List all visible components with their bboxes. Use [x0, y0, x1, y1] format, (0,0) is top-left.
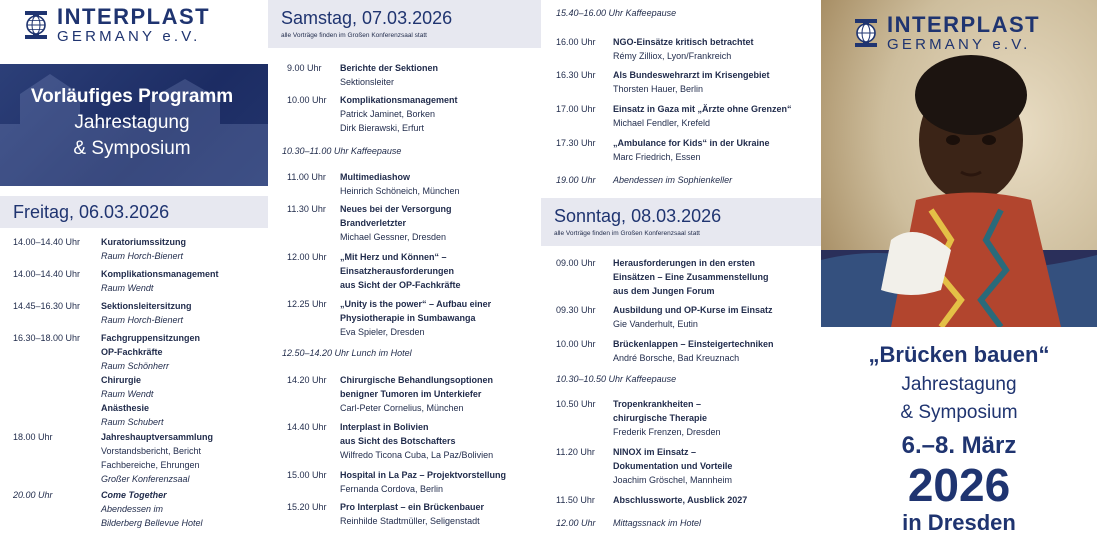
schedule-detail-line: Fernanda Cordova, Berlin: [340, 484, 444, 494]
child-photo: [821, 0, 1097, 327]
schedule-title: Jahreshauptversammlung: [101, 432, 214, 442]
day-subtitle: alle Vorträge finden im Großen Konferenzsaal statt: [281, 32, 427, 39]
program-banner: [0, 64, 268, 186]
schedule-detail-line: Raum Horch-Bienert: [101, 251, 184, 261]
schedule-details: [613, 337, 816, 365]
logo-line2: GERMANY e.V.: [887, 36, 1031, 53]
schedule-detail-line: Einsätzen – Eine Zusammenstellung: [613, 272, 769, 282]
schedule-detail-line: Michael Gessner, Dresden: [340, 232, 447, 242]
schedule-title: Chirurgische Behandlungsoptionen: [340, 375, 494, 385]
schedule-detail-line: Physiotherapie in Sumbawanga: [340, 313, 476, 323]
schedule-title: Mittagssnack im Hotel: [613, 518, 702, 528]
schedule-details: [101, 430, 261, 486]
schedule-details: [340, 468, 536, 496]
schedule-details: [340, 170, 536, 198]
cover-year: 2026: [907, 459, 1011, 511]
schedule-title: Herausforderungen in den ersten: [613, 258, 756, 268]
schedule-detail-line: benigner Tumoren im Unterkiefer: [340, 389, 482, 399]
schedule-title: Come Together: [101, 490, 167, 500]
schedule-detail-line: Chirurgie: [101, 375, 142, 385]
schedule-detail-line: Marc Friedrich, Essen: [613, 152, 701, 162]
schedule-title: Kuratoriumssitzung: [101, 237, 187, 247]
logo-line1: INTERPLAST: [57, 4, 211, 29]
schedule-detail-line: André Borsche, Bad Kreuznach: [613, 353, 740, 363]
schedule-detail-line: Carl-Peter Cornelius, München: [340, 403, 464, 413]
schedule-time: 17.30 Uhr: [556, 138, 596, 148]
schedule-detail-line: Patrick Jaminet, Borken: [340, 109, 436, 119]
day-title: Freitag, 06.03.2026: [13, 202, 170, 222]
schedule-detail-line: Thorsten Hauer, Berlin: [613, 84, 704, 94]
schedule-title: Komplikationsmanagement: [101, 269, 219, 279]
schedule-details: [613, 35, 816, 63]
schedule-time: 11.00 Uhr: [287, 172, 326, 182]
schedule-detail-line: Joachim Gröschel, Mannheim: [613, 475, 733, 485]
schedule-details: [613, 303, 816, 331]
schedule-detail-line: Fachbereiche, Ehrungen: [101, 460, 200, 470]
schedule-time: 16.30–18.00 Uhr: [13, 333, 81, 343]
logo: [23, 6, 210, 44]
logo-line1: INTERPLAST: [887, 12, 1041, 37]
day-header-friday: [0, 196, 268, 228]
schedule-title: Abschlussworte, Ausblick 2027: [613, 495, 748, 505]
interplast-logo-icon: [23, 11, 49, 39]
panel-friday: [0, 0, 268, 548]
schedule-details: [613, 516, 816, 530]
schedule-detail-line: aus Sicht der OP-Fachkräfte: [340, 280, 461, 290]
break-item: 12.50–14.20 Uhr Lunch im Hotel: [282, 348, 412, 358]
schedule-detail-line: Rémy Zilliox, Lyon/Frankreich: [613, 51, 732, 61]
schedule-time: 14.45–16.30 Uhr: [13, 301, 81, 311]
schedule-detail-line: Großer Konferenzsaal: [101, 474, 190, 484]
schedule-time: 11.50 Uhr: [556, 495, 595, 505]
schedule-detail-line: Raum Schubert: [101, 417, 164, 427]
banner-line3: & Symposium: [73, 138, 191, 159]
schedule-detail-line: Raum Horch-Bienert: [101, 315, 184, 325]
schedule-detail-line: Wilfredo Ticona Cuba, La Paz/Bolivien: [340, 450, 494, 460]
schedule-time: 9.00 Uhr: [287, 63, 322, 73]
schedule-time: 15.20 Uhr: [287, 502, 327, 512]
schedule-title: NINOX im Einsatz –: [613, 447, 697, 457]
schedule-title: Sektionsleitersitzung: [101, 301, 192, 311]
cover-line2: Jahrestagung: [901, 374, 1017, 395]
schedule-details: [340, 373, 536, 415]
break-item: 10.30–10.50 Uhr Kaffeepause: [556, 374, 677, 384]
schedule-details: [101, 331, 261, 429]
schedule-details: [613, 397, 816, 439]
schedule-detail-line: Abendessen im: [101, 504, 164, 514]
cover-city: in Dresden: [902, 510, 1016, 535]
schedule-title: Berichte der Sektionen: [340, 63, 439, 73]
schedule-time: 10.00 Uhr: [287, 95, 327, 105]
schedule-detail-line: chirurgische Therapie: [613, 413, 708, 423]
schedule-title: Pro Interplast – ein Brückenbauer: [340, 502, 485, 512]
schedule-details: [613, 256, 816, 298]
panel-sunday: [541, 0, 821, 548]
schedule-title: „Unity is the power“ – Aufbau einer: [340, 299, 492, 309]
schedule-details: [101, 299, 261, 327]
schedule-details: [340, 420, 536, 462]
schedule-title: Interplast in Bolivien: [340, 422, 429, 432]
panel-saturday: [268, 0, 541, 548]
schedule-time: 10.50 Uhr: [556, 399, 596, 409]
schedule-details: [613, 173, 816, 187]
schedule-time: 12.25 Uhr: [287, 299, 327, 309]
schedule-details: [101, 267, 261, 295]
schedule-title: „Mit Herz und Können“ –: [340, 252, 447, 262]
schedule-details: [340, 297, 536, 339]
schedule-title: „Ambulance for Kids“ in der Ukraine: [613, 138, 770, 148]
schedule-detail-line: aus Sicht des Botschafters: [340, 436, 456, 446]
day-header-sunday: [541, 198, 821, 246]
schedule-detail-line: Raum Wendt: [101, 283, 154, 293]
schedule-details: [340, 93, 536, 135]
schedule-title: Als Bundeswehrarzt im Krisengebiet: [613, 70, 770, 80]
schedule-detail-line: aus dem Jungen Forum: [613, 286, 715, 296]
banner-line1: Vorläufiges Programm: [30, 86, 234, 107]
break-item: 10.30–11.00 Uhr Kaffeepause: [282, 146, 402, 156]
schedule-details: [340, 202, 536, 244]
day-header-saturday: [268, 0, 541, 48]
cover-headline: „Brücken bauen“: [868, 342, 1050, 367]
schedule-time: 19.00 Uhr: [556, 175, 596, 185]
schedule-details: [613, 136, 816, 164]
day-title: Samstag, 07.03.2026: [281, 8, 453, 28]
schedule-title: Fachgruppensitzungen: [101, 333, 200, 343]
schedule-time: 11.20 Uhr: [556, 447, 595, 457]
schedule-detail-line: Michael Fendler, Krefeld: [613, 118, 711, 128]
schedule-detail-line: Dirk Bierawski, Erfurt: [340, 123, 425, 133]
schedule-title: Komplikationsmanagement: [340, 95, 458, 105]
schedule-detail-line: Raum Wendt: [101, 389, 154, 399]
schedule-details: [613, 493, 816, 507]
schedule-time: 14.40 Uhr: [287, 422, 327, 432]
schedule-details: [613, 445, 816, 487]
schedule-time: 09.30 Uhr: [556, 305, 596, 315]
schedule-detail-line: Einsatzherausforderungen: [340, 266, 455, 276]
schedule-title: Brückenlappen – Einsteigertechniken: [613, 339, 774, 349]
schedule-time: 12.00 Uhr: [556, 518, 596, 528]
schedule-time: 11.30 Uhr: [287, 204, 326, 214]
schedule-details: [101, 235, 261, 263]
schedule-title: Einsatz in Gaza mit „Ärzte ohne Grenzen“: [613, 104, 792, 114]
schedule-details: [340, 500, 536, 528]
day-title: Sonntag, 08.03.2026: [554, 206, 722, 226]
schedule-detail-line: Reinhilde Stadtmüller, Seligenstadt: [340, 516, 480, 526]
schedule-detail-line: OP-Fachkräfte: [101, 347, 163, 357]
schedule-detail-line: Gie Vanderhult, Eutin: [613, 319, 698, 329]
schedule-detail-line: Brandverletzter: [340, 218, 407, 228]
schedule-title: Multimediashow: [340, 172, 411, 182]
schedule-time: 09.00 Uhr: [556, 258, 596, 268]
schedule-time: 14.00–14.40 Uhr: [13, 237, 81, 247]
panel-cover: [821, 0, 1097, 548]
schedule-detail-line: Eva Spieler, Dresden: [340, 327, 425, 337]
schedule-title: Neues bei der Versorgung: [340, 204, 452, 214]
schedule-time: 16.30 Uhr: [556, 70, 596, 80]
schedule-detail-line: Anästhesie: [101, 403, 150, 413]
day-subtitle: alle Vorträge finden im Großen Konferenzsaal statt: [554, 230, 700, 237]
schedule-detail-line: Vorstandsbericht, Bericht: [101, 446, 202, 456]
schedule-details: [613, 102, 816, 130]
schedule-time: 20.00 Uhr: [13, 490, 53, 500]
interplast-logo-icon: [853, 19, 879, 47]
schedule-time: 10.00 Uhr: [556, 339, 596, 349]
schedule-details: [340, 250, 536, 292]
schedule-time: 17.00 Uhr: [556, 104, 596, 114]
schedule-time: 16.00 Uhr: [556, 37, 596, 47]
schedule-title: Abendessen im Sophienkeller: [613, 175, 733, 185]
schedule-details: [340, 61, 536, 89]
schedule-time: 15.00 Uhr: [287, 470, 327, 480]
schedule-detail-line: Bilderberg Bellevue Hotel: [101, 518, 203, 528]
logo-line2: GERMANY e.V.: [57, 28, 201, 45]
schedule-title: NGO-Einsätze kritisch betrachtet: [613, 37, 754, 47]
coffee-break: 15.40–16.00 Uhr Kaffeepause: [556, 8, 677, 18]
schedule-detail-line: Frederik Frenzen, Dresden: [613, 427, 721, 437]
cover-logo: [853, 14, 1040, 52]
schedule-title: Hospital in La Paz – Projektvorstellung: [340, 470, 507, 480]
schedule-details: [613, 68, 816, 96]
schedule-detail-line: Dokumentation und Vorteile: [613, 461, 733, 471]
schedule-details: [101, 488, 261, 530]
schedule-detail-line: Heinrich Schöneich, München: [340, 186, 460, 196]
cover-line3: & Symposium: [900, 402, 1018, 423]
cover-dates: 6.–8. März: [901, 432, 1017, 459]
schedule-title: Tropenkrankheiten –: [613, 399, 702, 409]
schedule-title: Ausbildung und OP-Kurse im Einsatz: [613, 305, 773, 315]
schedule-detail-line: Sektionsleiter: [340, 77, 395, 87]
schedule-detail-line: Raum Schönherr: [101, 361, 170, 371]
schedule-time: 14.00–14.40 Uhr: [13, 269, 81, 279]
schedule-time: 12.00 Uhr: [287, 252, 327, 262]
schedule-time: 14.20 Uhr: [287, 375, 327, 385]
schedule-time: 18.00 Uhr: [13, 432, 53, 442]
banner-line2: Jahrestagung: [74, 112, 190, 133]
